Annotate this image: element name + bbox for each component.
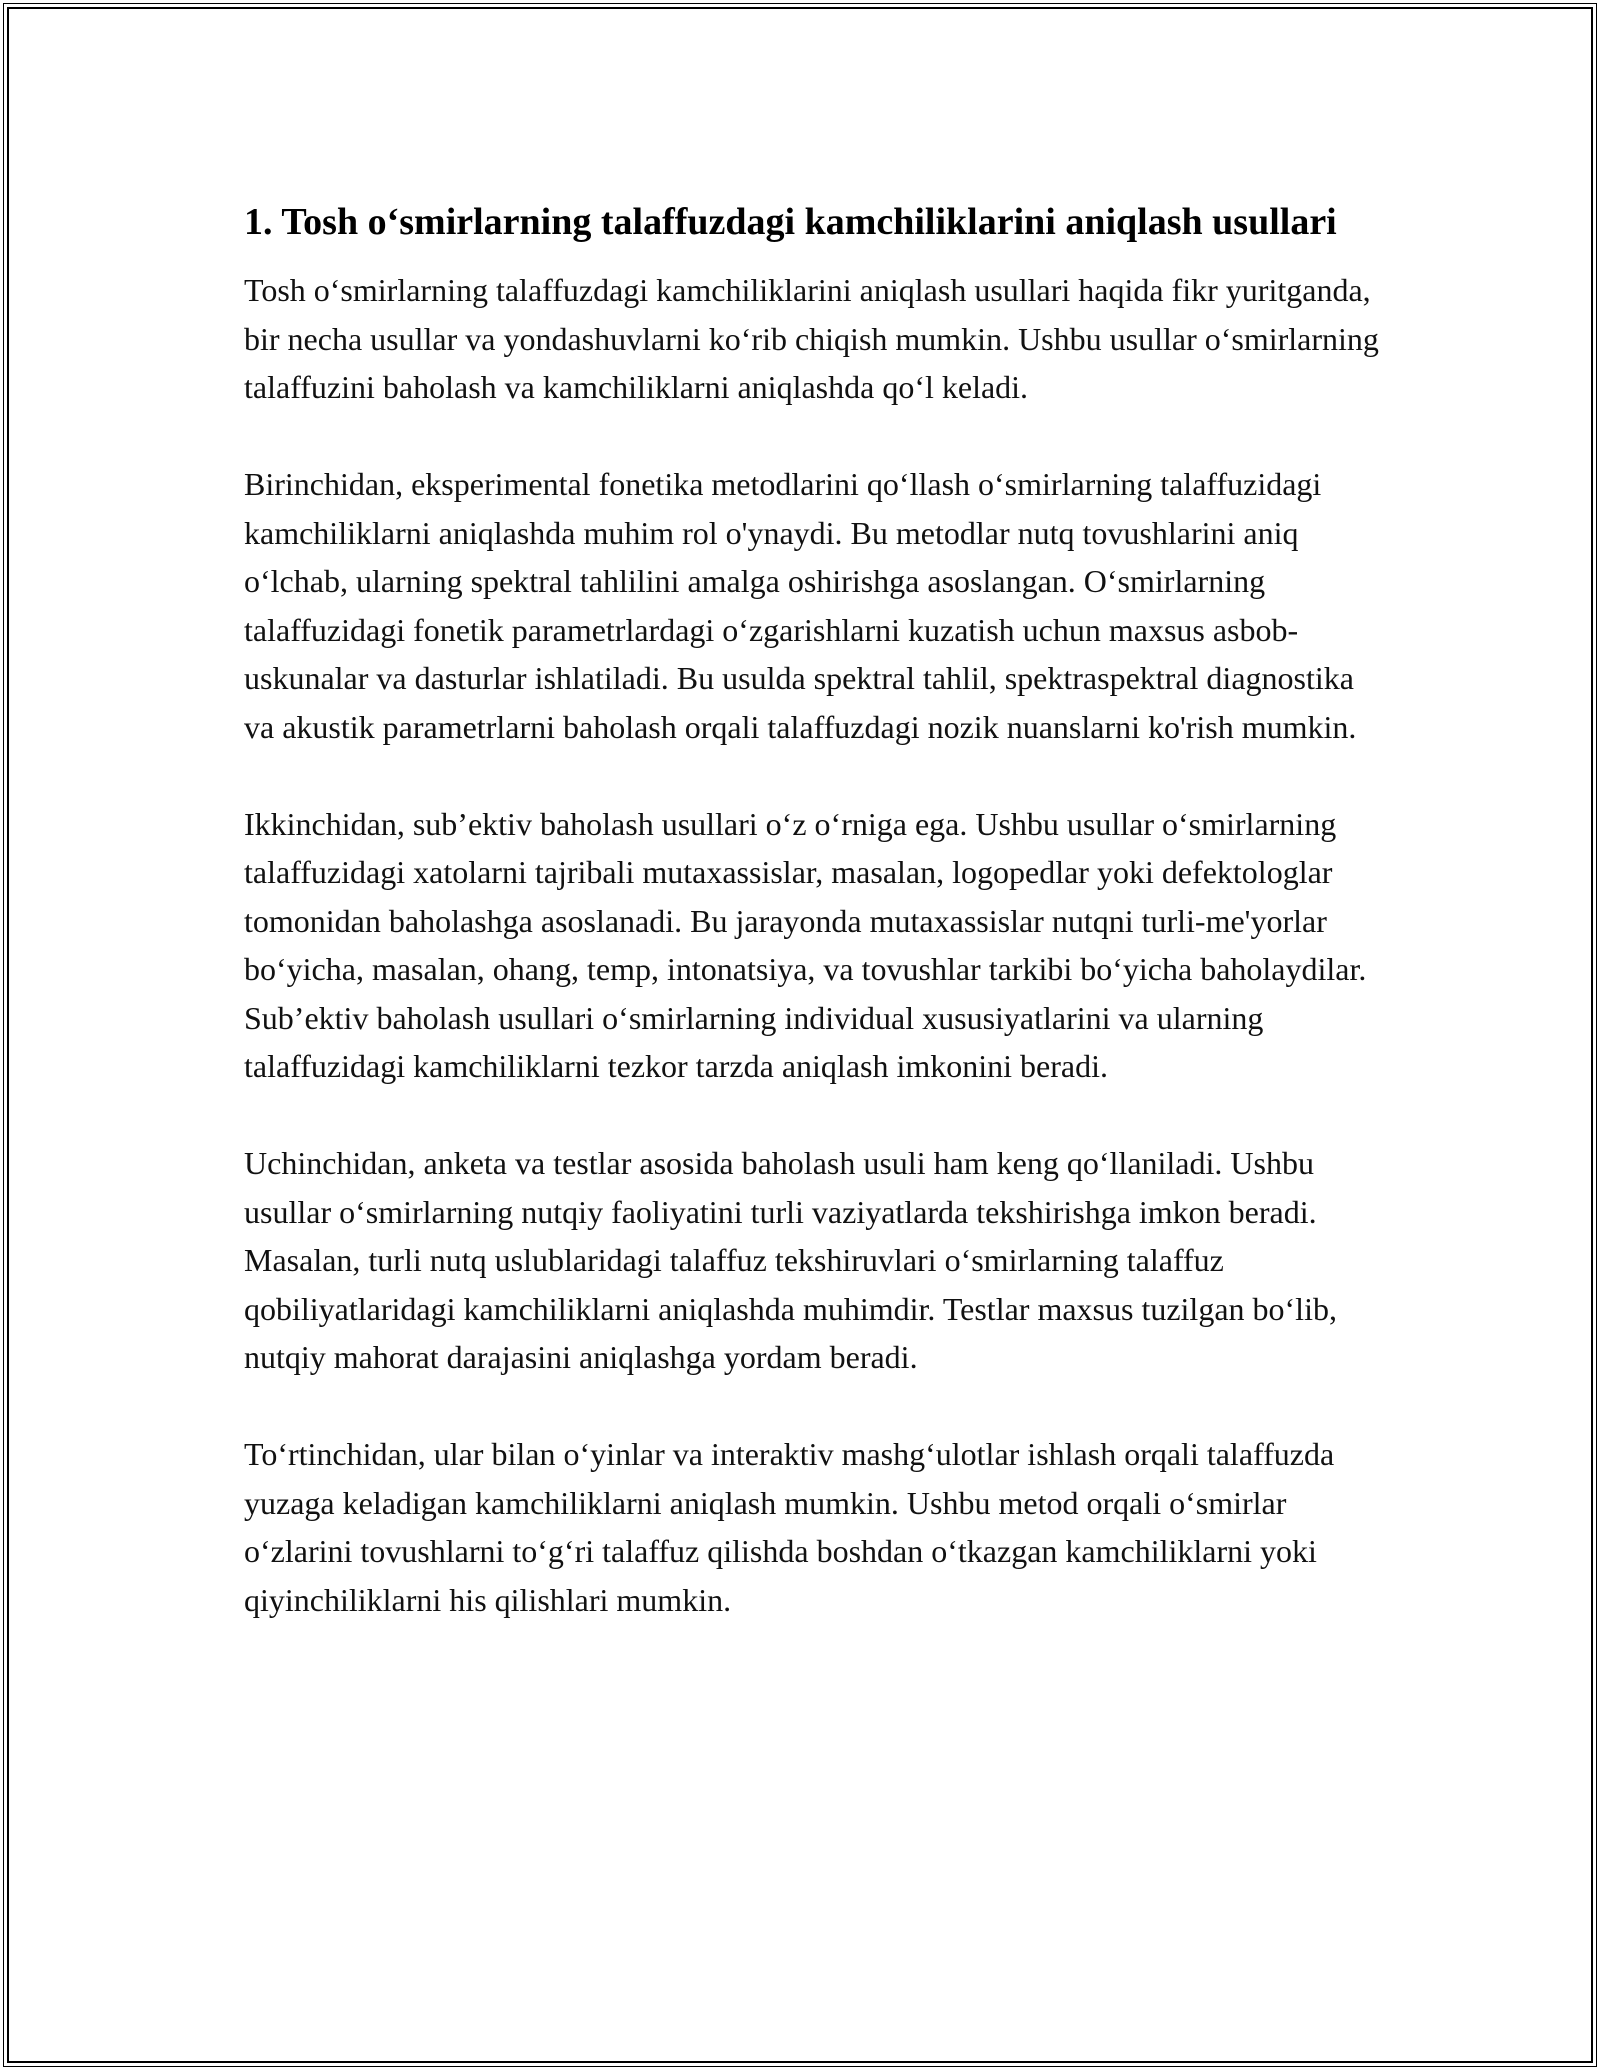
section-heading: 1. Tosh o‘smirlarning talaffuzdagi kamchiliklarini aniqlash usullari [244,201,1337,243]
paragraph-intro: Tosh o‘smirlarning talaffuzdagi kamchiliklarini aniqlash usullari haqida fikr yuritganda, bir necha usullar va yondashuvlarni ko‘rib chiqish mumkin. Ushbu usullar o‘smirlarning talaffuzini baholash va kamchiliklarni aniqlashda qo‘l keladi. [244,272,1379,405]
paragraph-first-method: Birinchidan, eksperimental fonetika metodlarini qo‘llash o‘smirlarning talaffuzidagi kamchiliklarni aniqlashda muhim rol o'ynaydi. Bu metodlar nutq tovushlarini aniq o‘lchab, ularning spektral tahlilini amalga oshirishga asoslangan. O‘smirlarning talaffuzidagi fonetik parametrlardagi o‘zgarishlarni kuzatish uchun maxsus asbob-uskunalar va dasturlar ishlatiladi. Bu usulda spektral tahlil, spektraspektral diagnostika va akustik parametrlarni baholash orqali talaffuzdagi nozik nuanslarni ko'rish mumkin. [244,466,1357,745]
paragraph-third-method: Uchinchidan, anketa va testlar asosida baholash usuli ham keng qo‘llaniladi. Ushbu usullar o‘smirlarning nutqiy faoliyatini turli vaziyatlarda tekshirishga imkon beradi. Masalan, turli nutq uslublaridagi talaffuz tekshiruvlari o‘smirlarning talaffuz qobiliyatlaridagi kamchiliklarni aniqlashda muhimdir. Testlar maxsus tuzilgan bo‘lib, nutqiy mahorat darajasini aniqlashga yordam beradi. [244,1145,1337,1375]
document-body [244,195,1379,1624]
page-frame [7,7,1593,2063]
paragraph-second-method: Ikkinchidan, sub’ektiv baholash usullari o‘z o‘rniga ega. Ushbu usullar o‘smirlarning talaffuzidagi xatolarni tajribali mutaxassislar, masalan, logopedlar yoki defektologlar tomonidan baholashga asoslanadi. Bu jarayonda mutaxassislar nutqni turli-me'yorlar bo‘yicha, masalan, ohang, temp, intonatsiya, va tovushlar tarkibi bo‘yicha baholaydilar. Sub’ektiv baholash usullari o‘smirlarning individual xususiyatlarini va ularning talaffuzidagi kamchiliklarni tezkor tarzda aniqlash imkonini beradi. [244,805,1367,1084]
paragraph-fourth-method: To‘rtinchidan, ular bilan o‘yinlar va interaktiv mashg‘ulotlar ishlash orqali talaffuzda yuzaga keladigan kamchiliklarni aniqlash mumkin. Ushbu metod orqali o‘smirlar o‘zlarini tovushlarni to‘g‘ri talaffuz qilishda boshdan o‘tkazgan kamchiliklarni yoki qiyinchiliklarni his qilishlari mumkin. [244,1436,1335,1618]
